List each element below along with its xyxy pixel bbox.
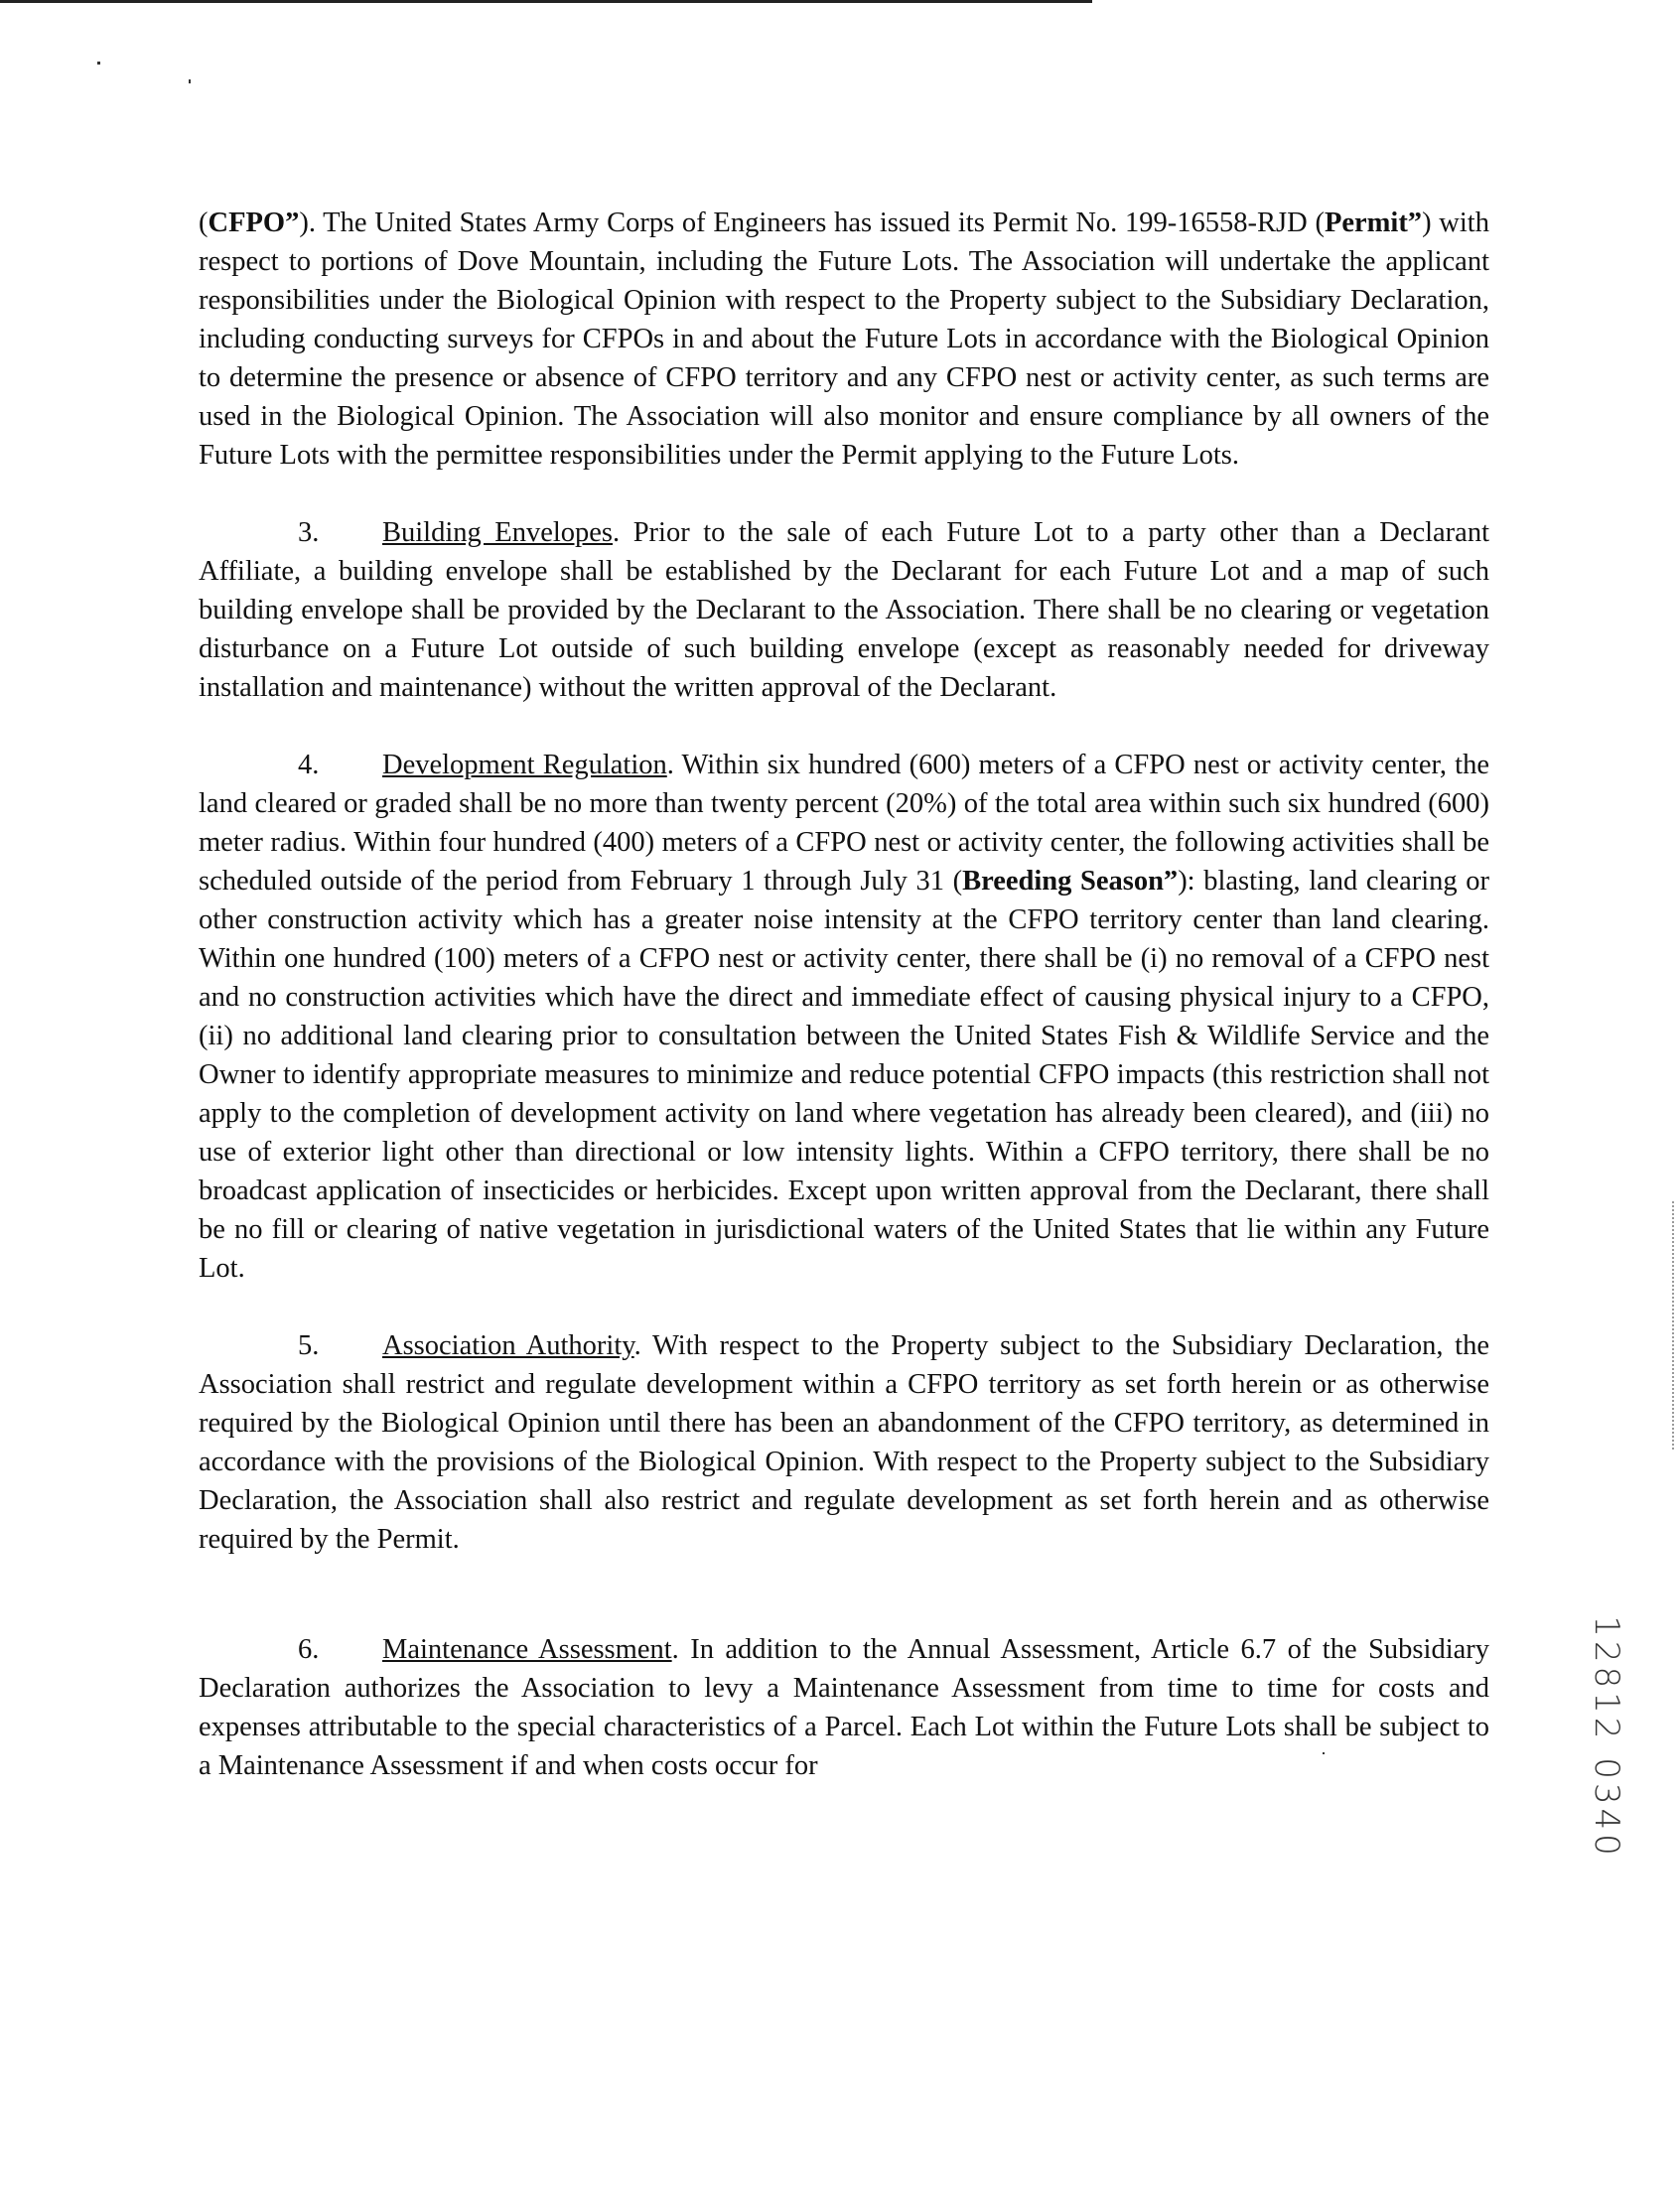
section-number: 3. [298, 517, 320, 548]
recording-number-stamp [1587, 1598, 1626, 1876]
section-heading: Association Authority [382, 1330, 634, 1361]
section-maintenance-assessment [199, 1630, 1489, 1785]
intro-text: ). The United States Army Corps of Engineers has issued its Permit No. 199-16558-RJD ( [299, 207, 1325, 238]
section-association-authority [199, 1326, 1489, 1559]
section-heading: Building Envelopes [382, 517, 614, 548]
section-number: 4. [298, 750, 320, 780]
section-text: ): blasting, land clearing or other construction activity which has a greater noise intensity at the CFPO territory center than land clearing. Within one hundred (100) meters of a CFPO nest or activity center, there shall be (i) no removal of a CFPO nest and no construction activities which have the direct and immediate effect of causing physical injury to a CFPO, (ii) no additional land clearing prior to consultation between the United States Fish & Wildlife Service and the Owner to identify appropriate measures to minimize and reduce potential CFPO impacts (this restriction shall not apply to the completion of development activity on land where vegetation has already been cleared), and (iii) no use of exterior light other than directional or low intensity lights. Within a CFPO territory, there shall be no broadcast application of insecticides or herbicides. Except upon written approval from the Declarant, there shall be no fill or clearing of native vegetation in jurisdictional waters of the United States that lie within any Future Lot. [199, 866, 1489, 1284]
section-heading: Development Regulation [382, 750, 667, 780]
defined-term-cfpo: CFPO” [208, 207, 300, 238]
section-text: . Prior to the sale of each Future Lot to a party other than a Declarant Affiliate, a building envelope shall be established by the Declarant for each Future Lot and a map of such building envelope shall be provided by the Declarant to the Association. There shall be no clearing or vegetation disturbance on a Future Lot outside of such building envelope (except as reasonably needed for driveway installation and maintenance) without the written approval of the Declarant. [199, 517, 1489, 703]
scan-top-rule [0, 0, 1092, 3]
section-number: 6. [298, 1634, 320, 1665]
scan-speck [97, 62, 100, 65]
section-heading: Maintenance Assessment [382, 1634, 672, 1665]
section-text: . With respect to the Property subject to the Subsidiary Declaration, the Association shall restrict and regulate development within a CFPO territory as set forth herein or as otherwise required by the Biological Opinion until there has been an abandonment of the CFPO territory, as determined in accordance with the provisions of the Biological Opinion. With respect to the Property subject to the Subsidiary Declaration, the Association shall also restrict and regulate development as set forth herein and as otherwise required by the Permit. [199, 1330, 1489, 1555]
section-text: . In addition to the Annual Assessment, Article 6.7 of the Subsidiary Declaration authorizes the Association to levy a Maintenance Assessment from time to time for costs and expenses attributable to the special characteristics of a Parcel. Each Lot within the Future Lots shall be subject to a Maintenance Assessment if and when costs occur for [199, 1634, 1489, 1781]
intro-text: ) with respect to portions of Dove Mountain, including the Future Lots. The Association will undertake the applicant responsibilities under the Biological Opinion with respect to the Property subject to the Subsidiary Declaration, including conducting surveys for CFPOs in and about the Future Lots in accordance with the Biological Opinion to determine the presence or absence of CFPO territory and any CFPO nest or activity center, as such terms are used in the Biological Opinion. The Association will also monitor and ensure compliance by all owners of the Future Lots with the permittee responsibilities under the Permit applying to the Future Lots. [199, 207, 1489, 471]
section-text: . Within six hundred (600) meters of a CFPO nest or activity center, the land cleared or graded shall be no more than twenty percent (20%) of the total area within such six hundred (600) meter radius. Within four hundred (400) meters of a CFPO nest or activity center, the following activities shall be scheduled outside of the period from February 1 through July 31 ( [199, 750, 1489, 897]
document-body [199, 204, 1489, 1785]
defined-term-breeding-season: Breeding Season” [962, 866, 1179, 897]
recording-number-text: 12812 0340 [1587, 1615, 1626, 1860]
section-number: 5. [298, 1330, 320, 1361]
section-development-regulation [199, 746, 1489, 1288]
intro-paragraph [199, 204, 1489, 475]
defined-term-permit: Permit” [1324, 207, 1423, 238]
scan-edge-mark [1672, 1201, 1676, 1450]
scan-speck [189, 79, 191, 83]
section-building-envelopes [199, 513, 1489, 707]
intro-text: ( [199, 207, 209, 238]
